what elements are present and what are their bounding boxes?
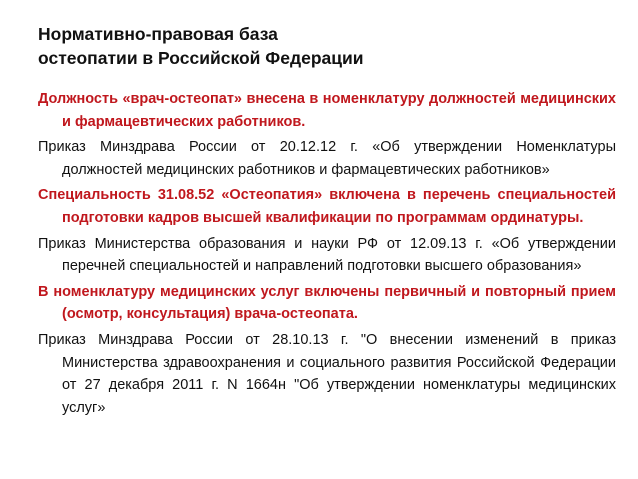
title-line-1: Нормативно-правовая база [38, 24, 278, 44]
specialty-statement: Специальность 31.08.52 «Остеопатия» включена в перечень специальностей подготовки кадров высшей квалификации по программам ординатуры. [38, 187, 616, 226]
slide-title [38, 22, 598, 70]
order-2012-reference: Приказ Минздрава России от 20.12.12 г. «Об утверждении Номенклатуры должностей медицинских работников и фармацевтических работников» [38, 139, 616, 178]
order-education-reference: Приказ Министерства образования и науки РФ от 12.09.13 г. «Об утверждении перечней специальностей и направлений подготовки высшего образования» [38, 235, 616, 275]
services-statement: В номенклатуру медицинских услуг включены первичный и повторный прием (осмотр, консультация) врача-остеопата. [38, 283, 616, 323]
order-2013-reference: Приказ Минздрава России от 28.10.13 г. "О внесении изменений в приказ Министерства здравоохранения и социального развития Российской Федерации от 27 декабря 2011 г. N 1664н "Об утверждении номенклатуры медицинских услуг» [38, 331, 616, 416]
slide-body [38, 88, 616, 422]
position-statement: Должность «врач-остеопат» внесена в номенклатуру должностей медицинских и фармацевтических работников. [38, 91, 616, 130]
title-line-2: остеопатии в Российской Федерации [38, 48, 364, 68]
